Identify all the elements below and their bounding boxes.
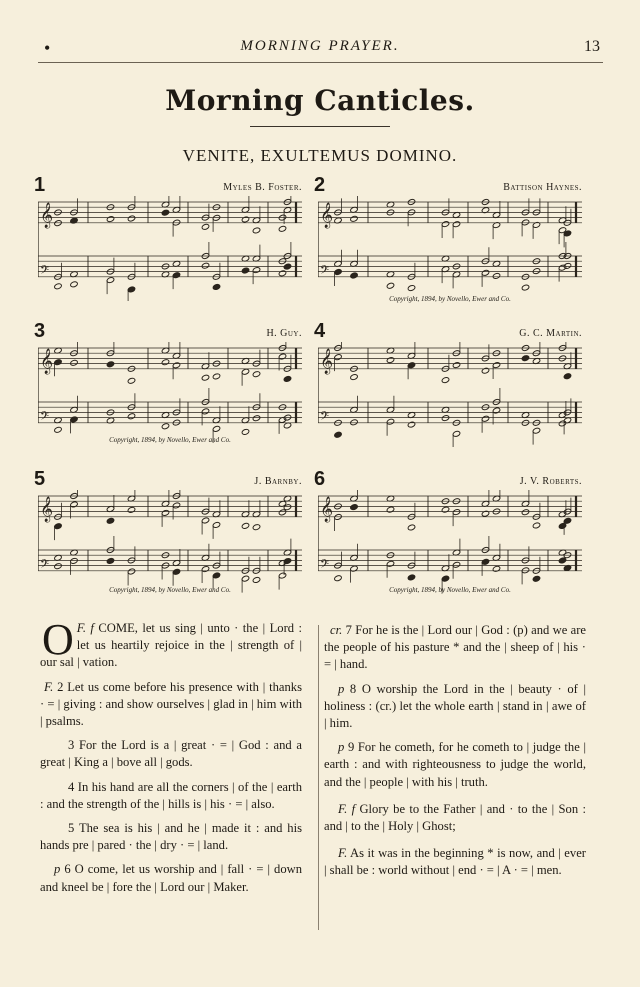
title-rule (250, 126, 390, 127)
verse-mark: p (338, 681, 345, 696)
verse-9 (324, 739, 586, 791)
chant-composer: J. V. Roberts. (519, 476, 582, 487)
chant-6 (314, 468, 582, 612)
chant-copyright: Copyright, 1894, by Novello, Ewer and Co. (109, 586, 231, 594)
chant-number: 4 (314, 320, 326, 342)
verse-mark: F. (338, 846, 348, 861)
verse-7 (324, 622, 586, 674)
verse-sicut (324, 845, 586, 879)
svg-text:𝄢: 𝄢 (40, 557, 50, 574)
verse-text: 9 For he cometh, for he cometh to | judge the | earth : and with righteousness to judge the world, and the | people | with his | truth. (324, 740, 586, 789)
verses-right-column (324, 622, 586, 887)
svg-text:𝄞: 𝄞 (320, 496, 334, 522)
music-score (318, 342, 582, 447)
verse-6 (40, 861, 302, 895)
page-number: 13 (584, 38, 600, 55)
chant-composer: H. Guy. (266, 328, 302, 339)
canticle-title: VENITE, EXULTEMUS DOMINO. (182, 146, 458, 165)
verse-mark: p (338, 740, 345, 755)
music-score (38, 196, 302, 301)
verse-gloria (324, 801, 586, 835)
chant-copyright: Copyright, 1894, by Novello, Ewer and Co. (389, 586, 511, 594)
verse-3 (40, 737, 302, 771)
verse-mark: F. f (338, 801, 356, 816)
chant-5 (34, 468, 302, 612)
chant-2 (314, 174, 582, 318)
verse-mark: cr. (330, 623, 343, 637)
chant-copyright: Copyright, 1894, by Novello, Ewer and Co. (389, 295, 511, 303)
running-head (0, 38, 640, 60)
verse-text: 5 The sea is his | and he | made it : and his hands pre | pared · the | dry · = | land. (40, 821, 302, 853)
chant-number: 2 (314, 174, 326, 196)
svg-text:𝄢: 𝄢 (320, 557, 330, 574)
svg-text:𝄢: 𝄢 (40, 409, 50, 426)
chant-composer: Myles B. Foster. (223, 182, 302, 193)
verse-1 (40, 615, 302, 672)
chant-composer: G. C. Martin. (519, 328, 582, 339)
svg-text:𝄞: 𝄞 (40, 202, 54, 228)
verse-text: Glory be to the Father | and · to the | Son : and | to the | Holy | Ghost; (324, 801, 586, 834)
chant-3 (34, 320, 302, 464)
running-head-dot: • (44, 38, 51, 58)
verse-text: 4 In his hand are all the corners | of the | earth : and the strength of the | hills is | his · = | also. (40, 779, 302, 811)
chant-number: 6 (314, 468, 326, 490)
svg-text:𝄢: 𝄢 (320, 263, 330, 280)
verse-2 (40, 679, 302, 731)
verse-8 (324, 681, 586, 733)
verse-text: 3 For the Lord is a | great · = | God : and a great | King a | bove all | gods. (40, 738, 302, 770)
section-title: Morning Canticles. (165, 84, 475, 117)
chant-1 (34, 174, 302, 318)
svg-text:𝄢: 𝄢 (40, 263, 50, 280)
svg-text:𝄞: 𝄞 (40, 348, 54, 374)
verse-5 (40, 820, 302, 854)
svg-text:𝄢: 𝄢 (320, 409, 330, 426)
verse-mark: F. (44, 679, 54, 694)
chant-copyright: Copyright, 1894, by Novello, Ewer and Co. (109, 436, 231, 444)
verse-text: As it was in the beginning * is now, and | ever | shall be : world without | end · = | A · = | men. (324, 846, 586, 878)
drop-initial: O (42, 615, 74, 664)
music-score (38, 490, 302, 595)
verse-4 (40, 779, 302, 813)
verse-text: 2 Let us come before his presence with | thanks · = | giving : and show ourselves | glad in | him with | psalms. (40, 679, 302, 729)
svg-text:𝄞: 𝄞 (40, 496, 54, 522)
verses-left-column (40, 615, 303, 903)
verse-text: 7 For he is the | Lord our | God : (p) and we are the people of his pasture * and the | sheep of | his · = | hand. (324, 623, 586, 672)
music-score (38, 342, 302, 447)
chant-number: 1 (34, 174, 46, 196)
music-score (318, 490, 582, 595)
verse-text: COME, let us sing | unto · the | Lord : let us heartily rejoice in the | strength of | our sal | vation. (40, 621, 302, 670)
verse-text: 8 O worship the Lord in the | beauty · of | holiness : (cr.) let the whole earth | stand in | awe of | him. (324, 681, 586, 731)
header-rule (38, 62, 603, 63)
music-score (318, 196, 582, 301)
svg-text:𝄞: 𝄞 (320, 348, 334, 374)
chant-4 (314, 320, 582, 464)
chant-number: 3 (34, 320, 46, 342)
chant-number: 5 (34, 468, 46, 490)
svg-text:𝄞: 𝄞 (320, 202, 334, 228)
chant-composer: Battison Haynes. (503, 182, 582, 193)
chant-composer: J. Barnby. (254, 476, 302, 487)
running-head-title: MORNING PRAYER. (240, 38, 400, 54)
verse-mark: F. f (76, 621, 94, 635)
verse-text: 6 O come, let us worship and | fall · = | down and kneel be | fore the | Lord our | Maker. (40, 862, 303, 894)
column-divider (318, 625, 319, 930)
verse-mark: p (54, 862, 61, 877)
